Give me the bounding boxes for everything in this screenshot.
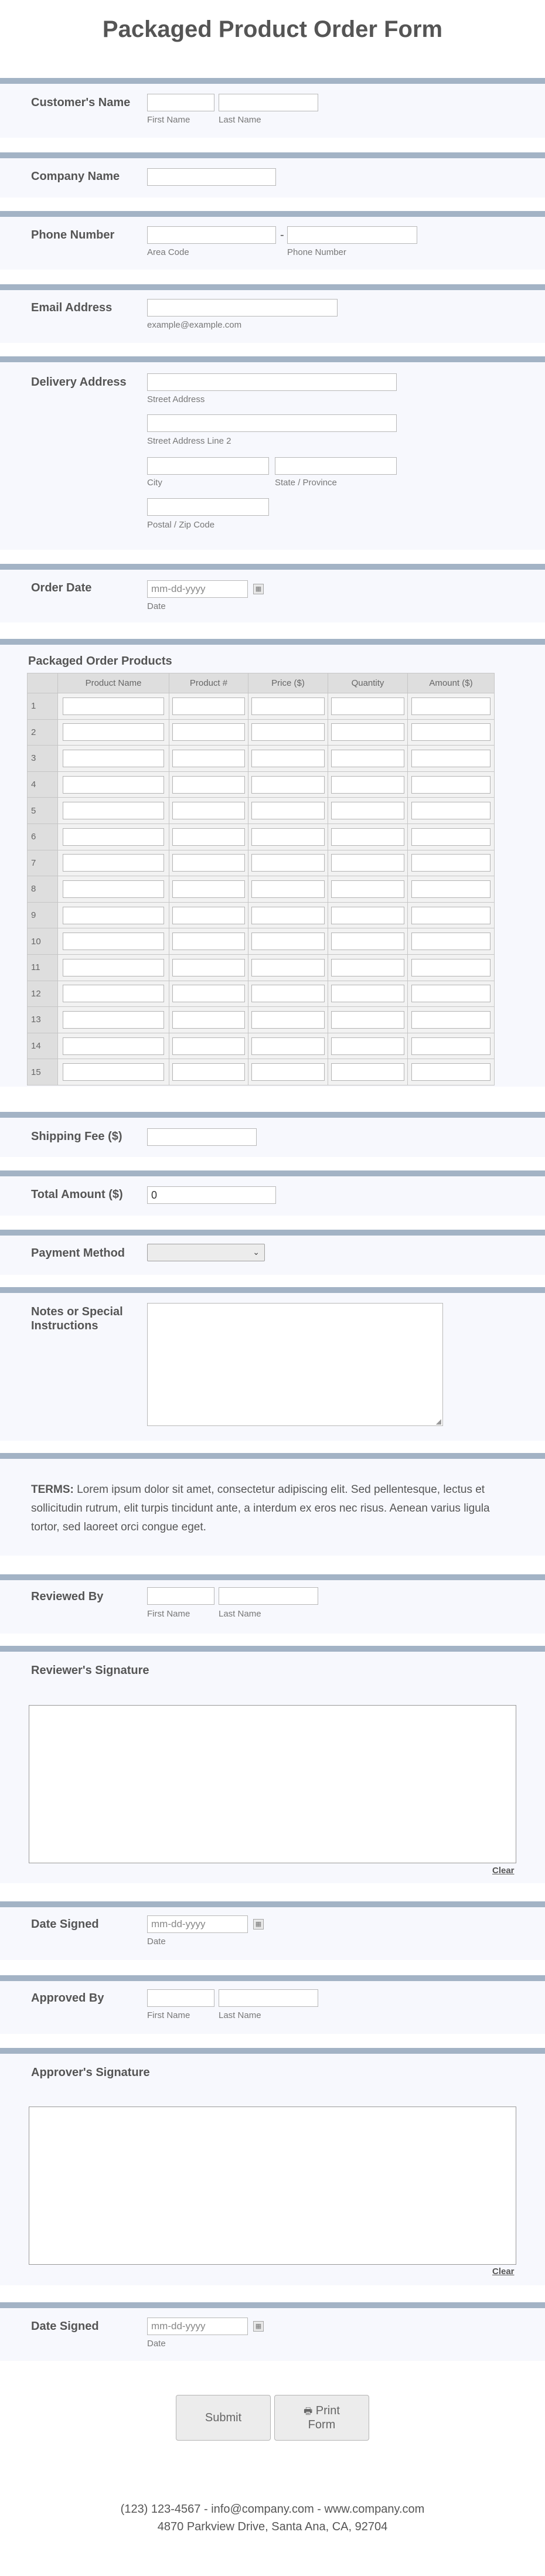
table-cell [408, 1007, 495, 1033]
product-cell-input[interactable] [411, 959, 491, 976]
approver-first-name-sublabel: First Name [147, 2010, 190, 2020]
postal-code-sublabel: Postal / Zip Code [147, 520, 215, 530]
phone-area-code-sublabel: Area Code [147, 247, 189, 257]
product-cell-input[interactable] [331, 828, 404, 846]
product-cell-input[interactable] [331, 854, 404, 872]
product-cell-input[interactable] [411, 985, 491, 1002]
shipping-fee-label: Shipping Fee ($) [31, 1130, 122, 1143]
table-cell [408, 876, 495, 903]
email-label: Email Address [31, 301, 113, 314]
table-row [28, 823, 495, 850]
table-cell [328, 876, 408, 903]
table-row [28, 719, 495, 746]
product-cell-input[interactable] [63, 933, 165, 950]
table-cell [58, 850, 169, 876]
row-number: 11 [28, 954, 58, 981]
state-sublabel: State / Province [275, 478, 337, 488]
table-cell [58, 954, 169, 981]
column-header: Quantity [328, 673, 408, 693]
row-number: 10 [28, 928, 58, 955]
product-cell-input[interactable] [411, 697, 491, 715]
approver-first-name-input[interactable] [147, 1989, 214, 2007]
resize-handle-icon[interactable]: ◢ [435, 1417, 441, 1425]
product-cell-input[interactable] [411, 776, 491, 794]
table-cell [58, 823, 169, 850]
date-signed-1-label: Date Signed [31, 1918, 99, 1931]
street-address-line2-sublabel: Street Address Line 2 [147, 436, 231, 446]
table-cell [58, 798, 169, 824]
printer-icon: 🖶 [304, 2407, 313, 2417]
table-cell [328, 1033, 408, 1059]
terms-heading: TERMS: [31, 1483, 74, 1496]
table-cell [248, 746, 328, 772]
reviewer-first-name-sublabel: First Name [147, 1609, 190, 1619]
street-address-sublabel: Street Address [147, 394, 205, 404]
product-cell-input[interactable] [331, 1037, 404, 1055]
table-cell [169, 746, 248, 772]
product-cell-input[interactable] [331, 985, 404, 1002]
table-row [28, 1033, 495, 1059]
approved-by-label: Approved By [31, 1992, 104, 2005]
product-cell-input[interactable] [331, 933, 404, 950]
product-cell-input[interactable] [63, 723, 165, 741]
table-cell [169, 693, 248, 720]
email-hint: example@example.com [147, 320, 242, 330]
table-cell [58, 928, 169, 955]
form-title: Packaged Product Order Form [102, 16, 443, 42]
print-form-button-label: Print Form [308, 2404, 340, 2431]
postal-code-input[interactable] [147, 498, 269, 516]
product-cell-input[interactable] [251, 750, 324, 767]
table-cell [169, 1007, 248, 1033]
product-cell-input[interactable] [63, 985, 165, 1002]
table-cell [169, 1059, 248, 1085]
date-signed-2-calendar-icon[interactable]: ▦ [253, 2321, 264, 2332]
table-cell [169, 928, 248, 955]
row-number: 15 [28, 1059, 58, 1085]
product-cell-input[interactable] [63, 1063, 165, 1081]
product-cell-input[interactable] [331, 750, 404, 767]
row-number: 7 [28, 850, 58, 876]
footer-contact: (123) 123-4567 - info@company.com - www.company.com [120, 2503, 425, 2516]
table-row [28, 1059, 495, 1085]
product-cell-input[interactable] [411, 933, 491, 950]
submit-button[interactable] [176, 2395, 271, 2441]
order-date-sublabel: Date [147, 601, 166, 611]
product-cell-input[interactable] [251, 854, 324, 872]
table-cell [248, 850, 328, 876]
date-signed-2-label: Date Signed [31, 2320, 99, 2333]
product-cell-input[interactable] [251, 907, 324, 924]
column-header: Product # [169, 673, 248, 693]
product-cell-input[interactable] [411, 750, 491, 767]
table-cell [58, 746, 169, 772]
reviewed-by-label: Reviewed By [31, 1590, 104, 1603]
table-cell [248, 876, 328, 903]
table-cell [328, 954, 408, 981]
row-number: 6 [28, 823, 58, 850]
table-cell [248, 798, 328, 824]
table-cell [169, 719, 248, 746]
product-cell-input[interactable] [251, 1037, 324, 1055]
table-cell [408, 746, 495, 772]
phone-number-sublabel: Phone Number [287, 247, 346, 257]
customer-name-label: Customer's Name [31, 96, 131, 109]
product-cell-input[interactable] [251, 776, 324, 794]
product-cell-input[interactable] [63, 907, 165, 924]
table-row [28, 954, 495, 981]
product-cell-input[interactable] [411, 880, 491, 898]
product-cell-input[interactable] [331, 697, 404, 715]
table-cell [169, 954, 248, 981]
company-name-label: Company Name [31, 170, 120, 183]
customer-first-name-input[interactable] [147, 94, 214, 111]
product-cell-input[interactable] [63, 802, 165, 819]
table-cell [248, 771, 328, 798]
products-header-row [28, 673, 495, 693]
product-cell-input[interactable] [63, 854, 165, 872]
product-cell-input[interactable] [63, 828, 165, 846]
product-cell-input[interactable] [172, 1063, 244, 1081]
product-cell-input[interactable] [172, 985, 244, 1002]
shipping-fee-input[interactable] [147, 1128, 257, 1146]
print-form-button[interactable] [274, 2395, 369, 2441]
product-cell-input[interactable] [63, 880, 165, 898]
phone-dash: - [280, 229, 284, 241]
order-date-input[interactable]: mm-dd-yyyy [147, 580, 248, 598]
table-cell [408, 1033, 495, 1059]
table-cell [58, 1059, 169, 1085]
footer-address: 4870 Parkview Drive, Santa Ana, CA, 92704 [157, 2520, 388, 2533]
product-cell-input[interactable] [411, 854, 491, 872]
table-cell [248, 981, 328, 1007]
product-cell-input[interactable] [251, 723, 324, 741]
city-input[interactable] [147, 457, 269, 475]
table-cell [169, 1033, 248, 1059]
products-table [27, 673, 495, 1085]
table-cell [248, 823, 328, 850]
table-cell [248, 1033, 328, 1059]
product-cell-input[interactable] [172, 697, 244, 715]
row-number: 1 [28, 693, 58, 720]
product-cell-input[interactable] [411, 1063, 491, 1081]
row-number: 14 [28, 1033, 58, 1059]
date-signed-2-sublabel: Date [147, 2339, 166, 2349]
row-number: 8 [28, 876, 58, 903]
table-cell [58, 1033, 169, 1059]
street-address-line2-input[interactable] [147, 414, 397, 432]
table-cell [58, 693, 169, 720]
approver-signature-label: Approver's Signature [31, 2066, 150, 2079]
product-cell-input[interactable] [251, 1063, 324, 1081]
product-cell-input[interactable] [172, 959, 244, 976]
date-signed-2-input[interactable]: mm-dd-yyyy [147, 2318, 248, 2335]
product-cell-input[interactable] [172, 750, 244, 767]
reviewer-signature-pad[interactable] [29, 1705, 516, 1863]
submit-button-label: Submit [205, 2411, 242, 2424]
table-cell [408, 798, 495, 824]
table-cell [58, 876, 169, 903]
table-cell [328, 719, 408, 746]
row-number: 5 [28, 798, 58, 824]
state-input[interactable] [275, 457, 397, 475]
product-cell-input[interactable] [251, 1011, 324, 1029]
product-cell-input[interactable] [172, 933, 244, 950]
product-cell-input[interactable] [172, 776, 244, 794]
reviewer-signature-label: Reviewer's Signature [31, 1664, 149, 1677]
order-date-calendar-icon[interactable]: ▦ [253, 584, 264, 594]
table-cell [328, 902, 408, 928]
product-cell-input[interactable] [411, 723, 491, 741]
payment-method-select[interactable] [147, 1244, 265, 1261]
date-signed-1-sublabel: Date [147, 1937, 166, 1947]
table-cell [169, 981, 248, 1007]
table-cell [408, 902, 495, 928]
approver-last-name-input[interactable] [219, 1989, 318, 2007]
customer-last-name-input[interactable] [219, 94, 318, 111]
table-cell [328, 1007, 408, 1033]
product-cell-input[interactable] [172, 880, 244, 898]
table-cell [58, 1007, 169, 1033]
table-cell [58, 981, 169, 1007]
delivery-address-label: Delivery Address [31, 376, 127, 389]
customer-last-name-sublabel: Last Name [219, 115, 261, 125]
product-cell-input[interactable] [63, 1037, 165, 1055]
terms-body: Lorem ipsum dolor sit amet, consectetur adipiscing elit. Sed pellentesque, lectus et sollicitudin rutrum, elit turpis tincidunt ante, a interdum ex eros nec risus. Aenean varius ligula tortor, sed laoreet orci congue eget. [31, 1483, 490, 1533]
row-number: 4 [28, 771, 58, 798]
row-number: 3 [28, 746, 58, 772]
product-cell-input[interactable] [251, 828, 324, 846]
table-cell [328, 823, 408, 850]
product-cell-input[interactable] [251, 880, 324, 898]
table-cell [408, 1059, 495, 1085]
product-cell-input[interactable] [331, 802, 404, 819]
row-number: 2 [28, 719, 58, 746]
table-cell [328, 798, 408, 824]
table-cell [248, 902, 328, 928]
order-date-label: Order Date [31, 581, 92, 594]
table-cell [408, 771, 495, 798]
table-cell [328, 1059, 408, 1085]
phone-area-code-input[interactable] [147, 226, 276, 244]
product-cell-input[interactable] [331, 959, 404, 976]
total-amount-input[interactable]: 0 [147, 1186, 276, 1204]
table-cell [328, 693, 408, 720]
street-address-input[interactable] [147, 373, 397, 391]
table-cell [248, 928, 328, 955]
product-cell-input[interactable] [331, 880, 404, 898]
terms-text [31, 1481, 517, 1537]
product-cell-input[interactable] [331, 907, 404, 924]
table-row [28, 850, 495, 876]
product-cell-input[interactable] [411, 1011, 491, 1029]
product-cell-input[interactable] [172, 907, 244, 924]
table-row [28, 876, 495, 903]
reviewer-first-name-input[interactable] [147, 1587, 214, 1605]
approver-signature-clear-button[interactable]: Clear [492, 2267, 515, 2276]
product-cell-input[interactable] [172, 723, 244, 741]
product-cell-input[interactable] [172, 1011, 244, 1029]
table-cell [328, 850, 408, 876]
reviewer-last-name-input[interactable] [219, 1587, 318, 1605]
total-amount-label: Total Amount ($) [31, 1188, 123, 1201]
table-cell [248, 1007, 328, 1033]
row-number: 12 [28, 981, 58, 1007]
product-cell-input[interactable] [411, 907, 491, 924]
product-cell-input[interactable] [411, 828, 491, 846]
table-cell [408, 719, 495, 746]
table-cell [248, 1059, 328, 1085]
table-cell [169, 850, 248, 876]
row-number: 9 [28, 902, 58, 928]
table-cell [169, 771, 248, 798]
product-cell-input[interactable] [251, 985, 324, 1002]
table-cell [408, 928, 495, 955]
product-cell-input[interactable] [331, 723, 404, 741]
product-cell-input[interactable] [251, 697, 324, 715]
table-row [28, 981, 495, 1007]
table-row [28, 1007, 495, 1033]
approver-signature-pad[interactable] [29, 2107, 516, 2265]
product-cell-input[interactable] [411, 802, 491, 819]
column-header: Price ($) [248, 673, 328, 693]
table-cell [169, 902, 248, 928]
company-name-input[interactable] [147, 168, 276, 186]
city-sublabel: City [147, 478, 162, 488]
column-header: Amount ($) [408, 673, 495, 693]
table-cell [58, 902, 169, 928]
table-cell [58, 771, 169, 798]
product-cell-input[interactable] [331, 776, 404, 794]
table-cell [408, 823, 495, 850]
date-signed-1-input[interactable]: mm-dd-yyyy [147, 1915, 248, 1933]
product-cell-input[interactable] [251, 802, 324, 819]
customer-first-name-sublabel: First Name [147, 115, 190, 125]
table-row [28, 693, 495, 720]
table-cell [58, 719, 169, 746]
table-row [28, 771, 495, 798]
table-cell [408, 954, 495, 981]
products-title: Packaged Order Products [28, 655, 172, 668]
reviewer-last-name-sublabel: Last Name [219, 1609, 261, 1619]
table-cell [328, 771, 408, 798]
product-cell-input[interactable] [63, 750, 165, 767]
table-cell [248, 693, 328, 720]
table-cell [248, 719, 328, 746]
column-header: Product Name [58, 673, 169, 693]
table-cell [408, 981, 495, 1007]
payment-method-label: Payment Method [31, 1247, 125, 1260]
notes-textarea[interactable] [147, 1303, 443, 1426]
email-input[interactable] [147, 299, 338, 317]
table-row [28, 902, 495, 928]
table-row [28, 746, 495, 772]
row-number: 13 [28, 1007, 58, 1033]
table-row [28, 928, 495, 955]
table-cell [328, 928, 408, 955]
reviewer-signature-clear-button[interactable]: Clear [492, 1866, 515, 1876]
product-cell-input[interactable] [251, 959, 324, 976]
product-cell-input[interactable] [63, 1011, 165, 1029]
product-cell-input[interactable] [331, 1011, 404, 1029]
table-cell [408, 850, 495, 876]
table-cell [408, 693, 495, 720]
chevron-down-icon: ⌄ [253, 1247, 260, 1257]
product-cell-input[interactable] [172, 802, 244, 819]
table-cell [328, 981, 408, 1007]
row-number-header [28, 673, 58, 693]
table-cell [169, 823, 248, 850]
product-cell-input[interactable] [63, 697, 165, 715]
notes-label: Notes or Special Instructions [31, 1305, 123, 1332]
approver-last-name-sublabel: Last Name [219, 2010, 261, 2020]
table-cell [328, 746, 408, 772]
table-cell [169, 798, 248, 824]
product-cell-input[interactable] [172, 1037, 244, 1055]
product-cell-input[interactable] [251, 933, 324, 950]
date-signed-1-calendar-icon[interactable]: ▦ [253, 1919, 264, 1930]
product-cell-input[interactable] [63, 959, 165, 976]
table-cell [169, 876, 248, 903]
product-cell-input[interactable] [172, 854, 244, 872]
phone-label: Phone Number [31, 229, 115, 241]
product-cell-input[interactable] [331, 1063, 404, 1081]
product-cell-input[interactable] [172, 828, 244, 846]
product-cell-input[interactable] [411, 1037, 491, 1055]
table-row [28, 798, 495, 824]
table-cell [248, 954, 328, 981]
phone-number-input[interactable] [287, 226, 417, 244]
product-cell-input[interactable] [63, 776, 165, 794]
